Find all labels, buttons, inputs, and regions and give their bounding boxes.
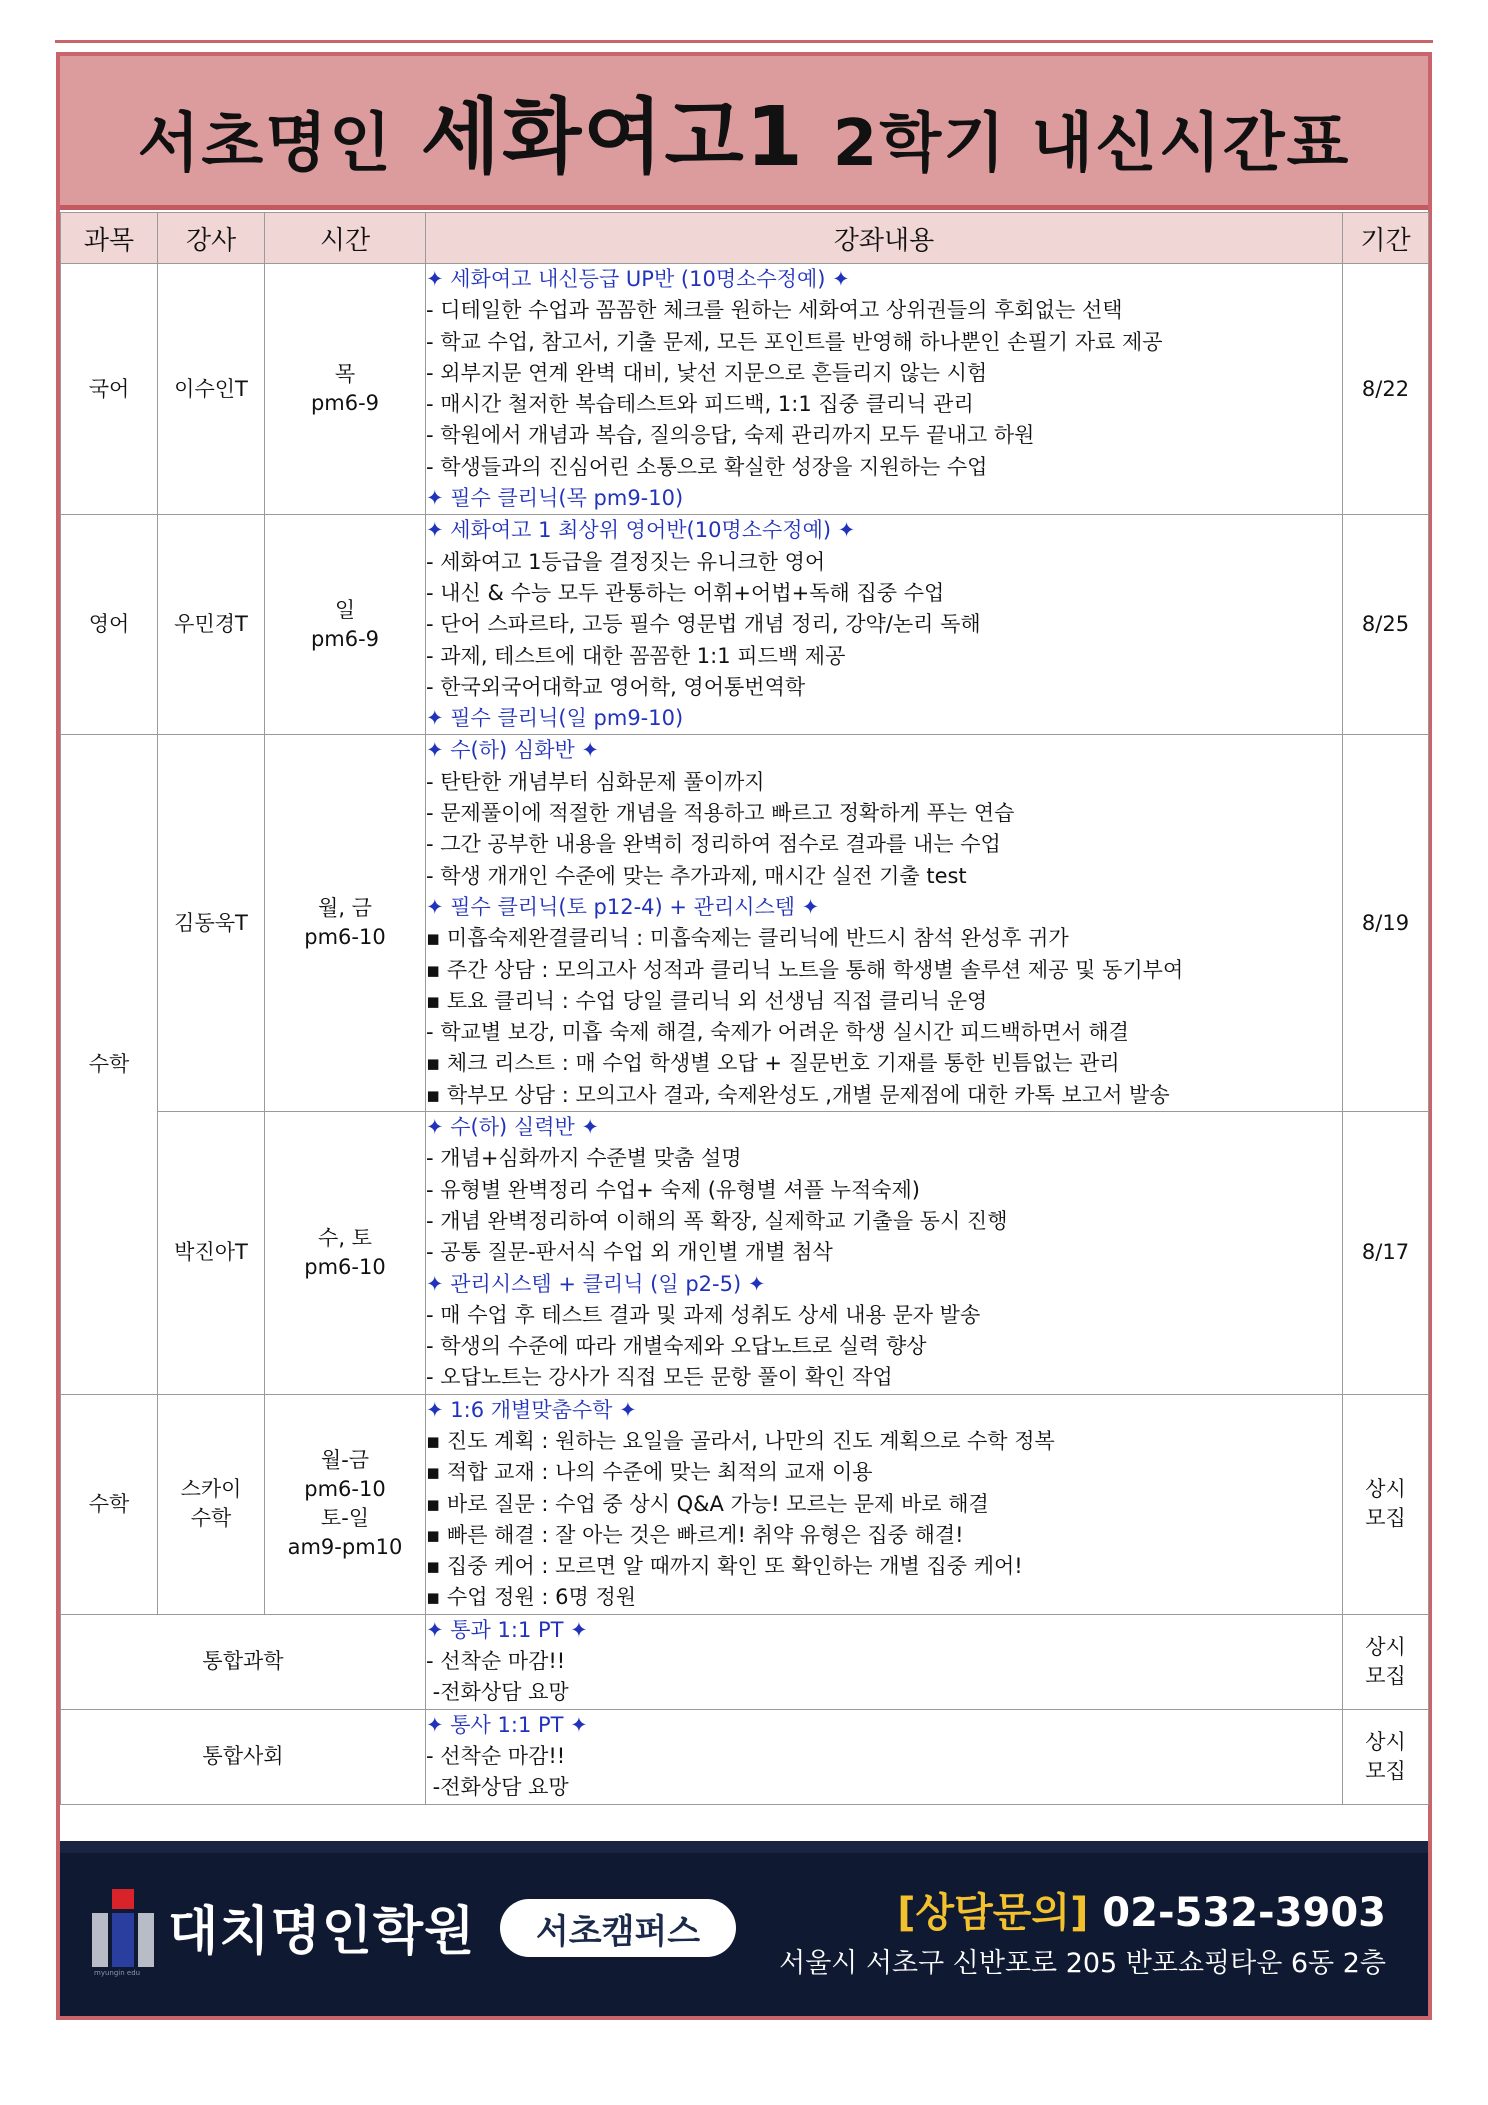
title-part-schedule: 2학기 내신시간표 bbox=[832, 107, 1351, 181]
content-line: - 학생들과의 진심어린 소통으로 확실한 성장을 지원하는 수업 bbox=[426, 454, 988, 479]
header-period: 기간 bbox=[1343, 213, 1429, 264]
cell-teacher: 박진아T bbox=[158, 1112, 265, 1395]
cell-period bbox=[1343, 1614, 1429, 1709]
cell-period: 8/17 bbox=[1343, 1112, 1429, 1395]
cell-period bbox=[1343, 1709, 1429, 1804]
header-content: 강좌내용 bbox=[426, 213, 1343, 264]
cell-time bbox=[265, 515, 426, 735]
cell-subject: 수학 bbox=[61, 735, 158, 1394]
cell-course-content bbox=[426, 735, 1343, 1112]
clinic-line: ✦ 필수 클리닉(토 p12-4) + 관리시스템 ✦ bbox=[426, 894, 820, 919]
content-line: - 개념 완벽정리하여 이해의 폭 확장, 실제학교 기출을 동시 진행 bbox=[426, 1208, 1008, 1233]
content-line: - 문제풀이에 적절한 개념을 적용하고 빠르고 정확하게 푸는 연습 bbox=[426, 801, 1015, 826]
period-line: 상시 bbox=[1365, 1634, 1406, 1659]
cell-time bbox=[265, 735, 426, 1112]
teacher-line: 수학 bbox=[190, 1506, 232, 1531]
content-line: ▪ 미흡숙제완결클리닉 : 미흡숙제는 클리닉에 반드시 참석 완성후 귀가 bbox=[426, 926, 1069, 951]
period-line: 모집 bbox=[1365, 1663, 1406, 1688]
content-line: - 개념+심화까지 수준별 맞춤 설명 bbox=[426, 1146, 742, 1171]
content-line: - 단어 스파르타, 고등 필수 영문법 개념 정리, 강약/논리 독해 bbox=[426, 612, 981, 637]
header-teacher: 강사 bbox=[158, 213, 265, 264]
table-row-math-kim bbox=[61, 735, 1429, 1112]
content-line: - 공통 질문-판서식 수업 외 개인별 개별 첨삭 bbox=[426, 1240, 833, 1265]
logo-caption: myungin edu bbox=[94, 1969, 141, 1977]
cell-teacher: 김동욱T bbox=[158, 735, 265, 1112]
academy-brand: 대치명인학원 bbox=[168, 1902, 476, 1962]
time-weekend: 토-일 bbox=[320, 1506, 370, 1531]
period-line: 모집 bbox=[1365, 1758, 1406, 1783]
cell-time bbox=[265, 264, 426, 515]
title-part-academy: 서초명인 bbox=[137, 107, 393, 181]
content-line: - 선착순 마감!! bbox=[426, 1649, 566, 1674]
logo-red-block bbox=[112, 1889, 134, 1909]
logo-left-bar bbox=[92, 1913, 108, 1967]
cell-subject: 통합과학 bbox=[61, 1614, 426, 1709]
time-hours: pm6-10 bbox=[304, 925, 386, 950]
clinic-line: ✦ 관리시스템 + 클리닉 (일 p2-5) ✦ bbox=[426, 1271, 766, 1296]
cell-teacher: 우민경T bbox=[158, 515, 265, 735]
contact-phone: 02-532-3903 bbox=[1102, 1890, 1386, 1936]
content-line: - 세화여고 1등급을 결정짓는 유니크한 영어 bbox=[426, 549, 826, 574]
cell-teacher bbox=[158, 1394, 265, 1614]
content-line: - 매시간 철저한 복습테스트와 피드백, 1:1 집중 클리닉 관리 bbox=[426, 392, 974, 417]
period-line: 상시 bbox=[1365, 1729, 1406, 1754]
time-weekday: 월-금 bbox=[320, 1448, 370, 1473]
teacher-line: 스카이 bbox=[180, 1477, 242, 1502]
time-hours: pm6-9 bbox=[310, 391, 380, 416]
content-line: ▪ 체크 리스트 : 매 수업 학생별 오답 + 질문번호 기재를 통한 빈틈없는 관리 bbox=[426, 1051, 1120, 1076]
cell-course-content bbox=[426, 264, 1343, 515]
cell-subject: 국어 bbox=[61, 264, 158, 515]
footer-stripe bbox=[60, 1841, 1428, 1853]
campus-badge: 서초캠퍼스 bbox=[500, 1899, 736, 1957]
cell-period: 8/22 bbox=[1343, 264, 1429, 515]
cell-course-content bbox=[426, 1112, 1343, 1395]
time-hours: pm6-9 bbox=[310, 626, 380, 651]
course-title: ✦ 수(하) 심화반 ✦ bbox=[426, 738, 600, 763]
cell-subject: 영어 bbox=[61, 515, 158, 735]
time-weekday-hours: pm6-10 bbox=[304, 1477, 386, 1502]
time-days: 일 bbox=[334, 597, 356, 622]
table-row-social bbox=[61, 1709, 1429, 1804]
cell-time bbox=[265, 1394, 426, 1614]
content-line: - 유형별 완벽정리 수업+ 숙제 (유형별 셔플 누적숙제) bbox=[426, 1177, 921, 1202]
top-rule bbox=[55, 40, 1433, 43]
content-line: - 외부지문 연계 완벽 대비, 낯선 지문으로 흔들리지 않는 시험 bbox=[426, 360, 988, 385]
header-time: 시간 bbox=[265, 213, 426, 264]
course-title: ✦ 세화여고 내신등급 UP반 (10명소수정예) ✦ bbox=[426, 267, 850, 291]
content-line: ▪ 적합 교재 : 나의 수준에 맞는 최적의 교재 이용 bbox=[426, 1460, 873, 1485]
content-line: ▪ 주간 상담 : 모의고사 성적과 클리닉 노트을 통해 학생별 솔루션 제공 및 동기부여 bbox=[426, 957, 1184, 982]
content-line: - 학원에서 개념과 복습, 질의응답, 숙제 관리까지 모두 끝내고 하원 bbox=[426, 423, 1035, 448]
content-line: - 학생 개개인 수준에 맞는 추가과제, 매시간 실전 기출 test bbox=[426, 863, 967, 888]
time-days: 목 bbox=[334, 362, 356, 387]
time-days: 수, 토 bbox=[318, 1225, 372, 1250]
content-line: ▪ 수업 정원 : 6명 정원 bbox=[426, 1585, 637, 1610]
header-subject: 과목 bbox=[61, 213, 158, 264]
logo-right-bar bbox=[138, 1913, 154, 1967]
course-title: ✦ 통사 1:1 PT ✦ bbox=[426, 1712, 588, 1737]
content-line: ▪ 진도 계획 : 원하는 요일을 골라서, 나만의 진도 계획으로 수학 정복 bbox=[426, 1428, 1055, 1453]
content-line: - 선착순 마감!! bbox=[426, 1743, 566, 1768]
contact-line bbox=[897, 1881, 1386, 1938]
course-title: ✦ 세화여고 1 최상위 영어반(10명소수정예) ✦ bbox=[426, 518, 856, 543]
content-line: - 디테일한 수업과 꼼꼼한 체크를 원하는 세화여고 상위권들의 후회없는 선택 bbox=[426, 298, 1123, 323]
content-line: ▪ 토요 클리닉 : 수업 당일 클리닉 외 선생님 직접 클리닉 운영 bbox=[426, 988, 988, 1013]
table-row-math-park bbox=[61, 1112, 1429, 1395]
cell-course-content bbox=[426, 515, 1343, 735]
contact-label: [상담문의] bbox=[897, 1890, 1089, 1936]
cell-period: 8/25 bbox=[1343, 515, 1429, 735]
content-line: - 학생의 수준에 따라 개별숙제와 오답노트로 실력 향상 bbox=[426, 1334, 927, 1359]
content-line: ▪ 바로 질문 : 수업 중 상시 Q&A 가능! 모르는 문제 바로 해결 bbox=[426, 1491, 989, 1516]
time-days: 월, 금 bbox=[318, 896, 372, 921]
period-line: 상시 bbox=[1365, 1477, 1406, 1502]
cell-subject: 수학 bbox=[61, 1394, 158, 1614]
content-line: - 한국외국어대학교 영어학, 영어통번역학 bbox=[426, 674, 806, 699]
title-part-school: 세화여고1 bbox=[420, 90, 805, 185]
content-line: - 오답노트는 강사가 직접 모든 문항 풀이 확인 작업 bbox=[426, 1365, 893, 1390]
clinic-line: ✦ 필수 클리닉(일 pm9-10) bbox=[426, 706, 684, 731]
table-row-english bbox=[61, 515, 1429, 735]
time-weekend-hours: am9-pm10 bbox=[287, 1535, 403, 1560]
cell-course-content bbox=[426, 1709, 1343, 1804]
content-line: ▪ 학부모 상담 : 모의고사 결과, 숙제완성도 ,개별 문제점에 대한 카톡 보고서 발송 bbox=[426, 1082, 1170, 1107]
course-title: ✦ 1:6 개별맞춤수학 ✦ bbox=[426, 1397, 637, 1422]
footer-banner bbox=[60, 1841, 1428, 2016]
clinic-line: ✦ 필수 클리닉(목 pm9-10) bbox=[426, 486, 684, 511]
table-row-sky-math bbox=[61, 1394, 1429, 1614]
course-title: ✦ 수(하) 실력반 ✦ bbox=[426, 1115, 600, 1140]
cell-course-content bbox=[426, 1614, 1343, 1709]
content-line: - 탄탄한 개념부터 심화문제 풀이까지 bbox=[426, 769, 765, 794]
page-title bbox=[138, 72, 1351, 189]
content-line: -전화상담 요망 bbox=[426, 1775, 569, 1800]
content-line: -전화상담 요망 bbox=[426, 1680, 569, 1705]
cell-subject: 통합사회 bbox=[61, 1709, 426, 1804]
table-header-row bbox=[61, 213, 1429, 264]
title-band bbox=[60, 56, 1428, 210]
content-line: ▪ 빠른 해결 : 잘 아는 것은 빠르게! 취약 유형은 집중 해결! bbox=[426, 1522, 964, 1547]
content-line: - 학교별 보강, 미흡 숙제 해결, 숙제가 어려운 학생 실시간 피드백하면서 해결 bbox=[426, 1020, 1129, 1045]
table-row-korean bbox=[61, 264, 1429, 515]
logo-mid-bar bbox=[112, 1913, 134, 1967]
cell-course-content bbox=[426, 1394, 1343, 1614]
schedule-frame bbox=[56, 52, 1432, 2020]
schedule-table bbox=[60, 212, 1429, 1805]
period-line: 모집 bbox=[1365, 1506, 1406, 1531]
content-line: - 과제, 테스트에 대한 꼼꼼한 1:1 피드백 제공 bbox=[426, 643, 846, 668]
content-line: - 학교 수업, 참고서, 기출 문제, 모든 포인트를 반영해 하나뿐인 손필기 자료 제공 bbox=[426, 329, 1163, 354]
daechi-logo-icon bbox=[92, 1889, 154, 1967]
cell-period: 8/19 bbox=[1343, 735, 1429, 1112]
content-line: - 내신 & 수능 모두 관통하는 어휘+어법+독해 집중 수업 bbox=[426, 580, 945, 605]
cell-teacher: 이수인T bbox=[158, 264, 265, 515]
academy-address: 서울시 서초구 신반포로 205 반포쇼핑타운 6동 2층 bbox=[779, 1948, 1386, 1979]
course-title: ✦ 통과 1:1 PT ✦ bbox=[426, 1617, 588, 1642]
content-line: - 그간 공부한 내용을 완벽히 정리하여 점수로 결과를 내는 수업 bbox=[426, 832, 1001, 857]
cell-time bbox=[265, 1112, 426, 1395]
content-line: ▪ 집중 케어 : 모르면 알 때까지 확인 또 확인하는 개별 집중 케어! bbox=[426, 1554, 1023, 1579]
table-row-science bbox=[61, 1614, 1429, 1709]
cell-period bbox=[1343, 1394, 1429, 1614]
content-line: - 매 수업 후 테스트 결과 및 과제 성취도 상세 내용 문자 발송 bbox=[426, 1302, 981, 1327]
time-hours: pm6-10 bbox=[304, 1254, 386, 1279]
